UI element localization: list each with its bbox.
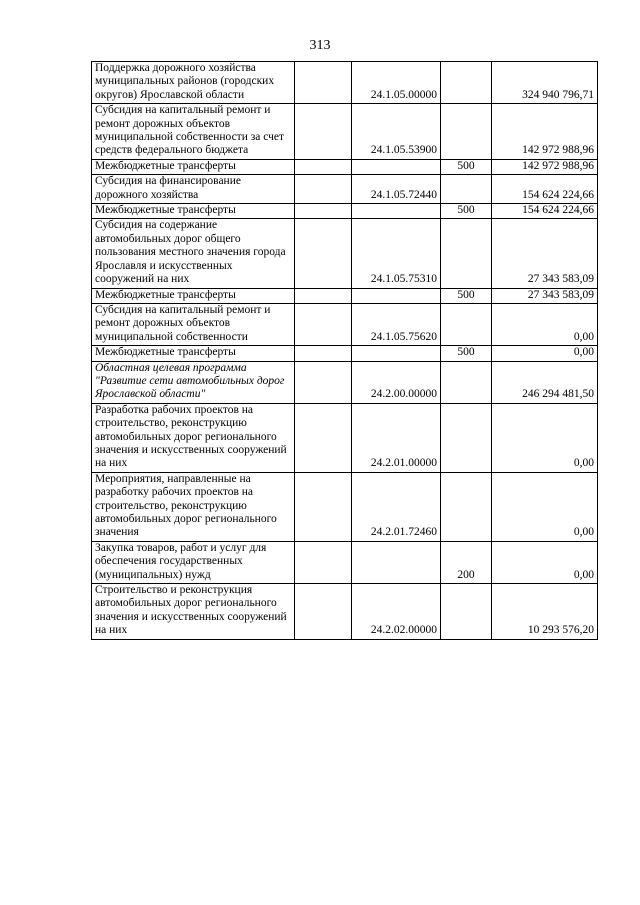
row-blank-cell (295, 62, 352, 104)
row-amount-cell: 0,00 (492, 403, 598, 472)
row-name-cell: Межбюджетные трансферты (92, 288, 295, 303)
row-blank-cell (295, 159, 352, 174)
row-amount-cell: 142 972 988,96 (492, 104, 598, 160)
row-code-cell (352, 541, 441, 583)
row-code-cell (352, 204, 441, 219)
budget-table-body (92, 62, 598, 640)
row-type-cell: 500 (441, 288, 492, 303)
row-blank-cell (295, 541, 352, 583)
row-amount-cell: 142 972 988,96 (492, 159, 598, 174)
row-code-cell: 24.2.02.00000 (352, 584, 441, 640)
row-name-cell: Субсидия на содержание автомобильных дорог общего пользования местного значения города Ярославля и искусственных сооружений на них (92, 219, 295, 288)
row-blank-cell (295, 104, 352, 160)
row-amount-cell: 154 624 224,66 (492, 204, 598, 219)
row-type-cell (441, 104, 492, 160)
row-name-cell: Субсидия на финансирование дорожного хозяйства (92, 175, 295, 204)
table-row (92, 361, 598, 403)
table-row (92, 204, 598, 219)
table-row (92, 303, 598, 345)
row-type-cell (441, 361, 492, 403)
row-code-cell (352, 159, 441, 174)
row-type-cell (441, 472, 492, 541)
row-blank-cell (295, 204, 352, 219)
row-blank-cell (295, 472, 352, 541)
row-blank-cell (295, 403, 352, 472)
row-name-cell: Поддержка дорожного хозяйства муниципальных районов (городских округов) Ярославской области (92, 62, 295, 104)
row-name-cell: Субсидия на капитальный ремонт и ремонт дорожных объектов муниципальной собственности (92, 303, 295, 345)
row-code-cell: 24.1.05.53900 (352, 104, 441, 160)
row-name-cell: Межбюджетные трансферты (92, 159, 295, 174)
row-type-cell (441, 584, 492, 640)
row-type-cell: 500 (441, 204, 492, 219)
row-blank-cell (295, 219, 352, 288)
row-code-cell (352, 288, 441, 303)
row-type-cell (441, 219, 492, 288)
row-code-cell: 24.2.01.72460 (352, 472, 441, 541)
row-amount-cell: 246 294 481,50 (492, 361, 598, 403)
row-amount-cell: 0,00 (492, 303, 598, 345)
row-name-cell: Областная целевая программа "Развитие сети автомобильных дорог Ярославской области" (92, 361, 295, 403)
table-row (92, 288, 598, 303)
row-type-cell: 500 (441, 159, 492, 174)
row-code-cell: 24.1.05.75620 (352, 303, 441, 345)
row-type-cell: 500 (441, 346, 492, 361)
row-blank-cell (295, 584, 352, 640)
row-type-cell (441, 303, 492, 345)
row-amount-cell: 27 343 583,09 (492, 219, 598, 288)
row-blank-cell (295, 361, 352, 403)
row-name-cell: Межбюджетные трансферты (92, 346, 295, 361)
row-name-cell: Разработка рабочих проектов на строительство, реконструкцию автомобильных дорог регионального значения и искусственных сооружений на них (92, 403, 295, 472)
row-amount-cell: 0,00 (492, 346, 598, 361)
row-name-cell: Закупка товаров, работ и услуг для обеспечения государственных (муниципальных) нужд (92, 541, 295, 583)
table-row (92, 62, 598, 104)
row-amount-cell: 27 343 583,09 (492, 288, 598, 303)
table-row (92, 346, 598, 361)
row-code-cell: 24.2.00.00000 (352, 361, 441, 403)
table-row (92, 403, 598, 472)
table-row (92, 472, 598, 541)
table-row (92, 104, 598, 160)
budget-table (91, 61, 598, 640)
row-amount-cell: 154 624 224,66 (492, 175, 598, 204)
row-code-cell: 24.1.05.72440 (352, 175, 441, 204)
row-code-cell: 24.2.01.00000 (352, 403, 441, 472)
row-name-cell: Мероприятия, направленные на разработку рабочих проектов на строительство, реконструкцию автомобильных дорог регионального значения (92, 472, 295, 541)
row-amount-cell: 0,00 (492, 472, 598, 541)
row-type-cell (441, 175, 492, 204)
row-code-cell (352, 346, 441, 361)
page-number: 313 (309, 38, 331, 53)
row-blank-cell (295, 303, 352, 345)
row-amount-cell: 324 940 796,71 (492, 62, 598, 104)
table-row (92, 219, 598, 288)
row-blank-cell (295, 175, 352, 204)
row-amount-cell: 10 293 576,20 (492, 584, 598, 640)
table-row (92, 175, 598, 204)
row-name-cell: Строительство и реконструкция автомобильных дорог регионального значения и искусственных сооружений на них (92, 584, 295, 640)
row-code-cell: 24.1.05.75310 (352, 219, 441, 288)
table-row (92, 159, 598, 174)
row-name-cell: Субсидия на капитальный ремонт и ремонт дорожных объектов муниципальной собственности за счет средств федерального бюджета (92, 104, 295, 160)
row-name-cell: Межбюджетные трансферты (92, 204, 295, 219)
row-type-cell (441, 403, 492, 472)
row-type-cell: 200 (441, 541, 492, 583)
row-amount-cell: 0,00 (492, 541, 598, 583)
table-row (92, 541, 598, 583)
row-blank-cell (295, 346, 352, 361)
table-row (92, 584, 598, 640)
row-code-cell: 24.1.05.00000 (352, 62, 441, 104)
row-blank-cell (295, 288, 352, 303)
row-type-cell (441, 62, 492, 104)
